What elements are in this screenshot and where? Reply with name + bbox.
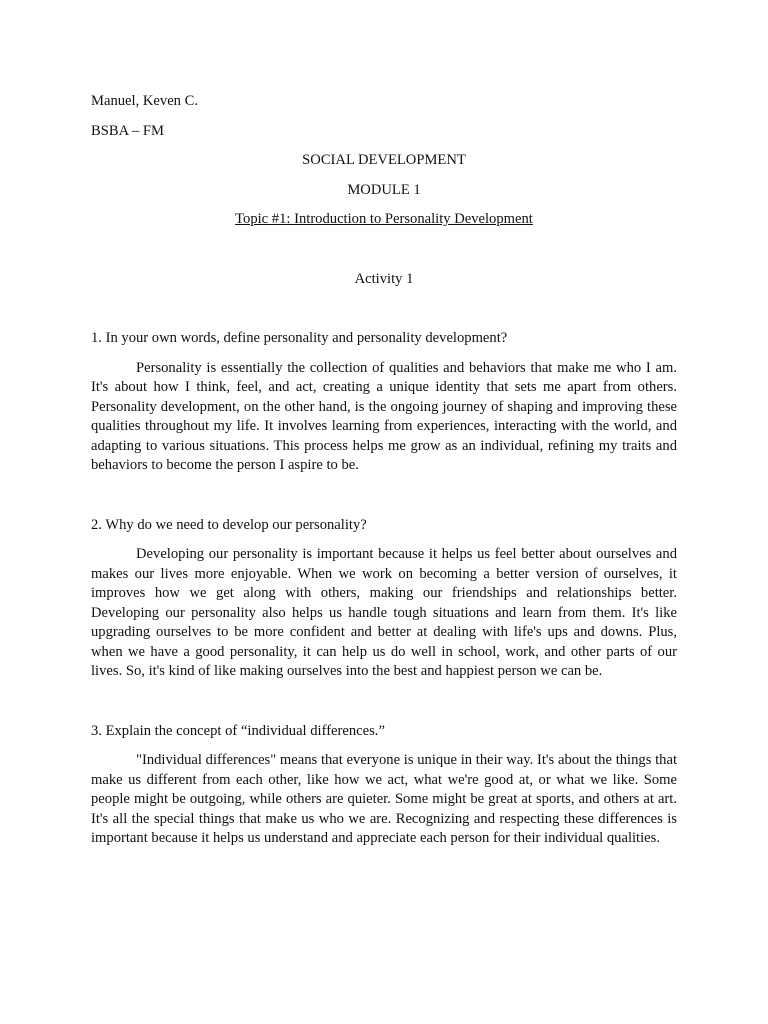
activity-title: Activity 1 [354, 270, 414, 287]
question-2: 2. Why do we need to develop our personality? [91, 516, 367, 533]
question-3: 3. Explain the concept of “individual differences.” [91, 722, 385, 739]
topic-title [91, 210, 677, 230]
student-name: Manuel, Keven C. [91, 93, 198, 109]
question-1: 1. In your own words, define personality and personality development? [91, 330, 508, 346]
document-page [91, 92, 677, 849]
topic-title-text: Topic #1: Introduction to Personality Development [235, 211, 533, 227]
module-title: MODULE 1 [347, 181, 421, 198]
course-title: SOCIAL DEVELOPMENT [302, 152, 466, 168]
answer-1: Personality is essentially the collection of qualities and behaviors that make me who I am. It's about how I think, feel, and act, creating a unique identity that sets me apart from others. Personality development, on the other hand, is the ongoing journey of shaping and improving these qualities throughout my life. It involves learning from experiences, interacting with the world, and adapting to various situations. This process helps me grow as an individual, refining my traits and behaviors to become the person I aspire to be. [91, 359, 677, 473]
student-program: BSBA – FM [91, 122, 165, 139]
answer-2: Developing our personality is important because it helps us feel better about ourselves and makes our lives more enjoyable. When we work on becoming a better version of ourselves, it improves how we get along with others, making our friendships and relationships better. Developing our personality also helps us handle tough situations and learn from them. It's like upgrading ourselves to be more confident and better at dealing with life's ups and downs. Plus, when we have a good personality, it can help us do well in school, work, and other parts of our lives. So, it's kind of like making ourselves into the best and happiest person we can be. [91, 546, 677, 679]
answer-3: "Individual differences" means that everyone is unique in their way. It's about the things that make us different from each other, like how we act, what we're good at, or what we like. Some people might be outgoing, while others are quieter. Some might be great at sports, and others at art. It's all the special things that make us who we are. Recognizing and respecting these differences is important because it helps us understand and appreciate each person for their individual qualities. [91, 752, 677, 846]
